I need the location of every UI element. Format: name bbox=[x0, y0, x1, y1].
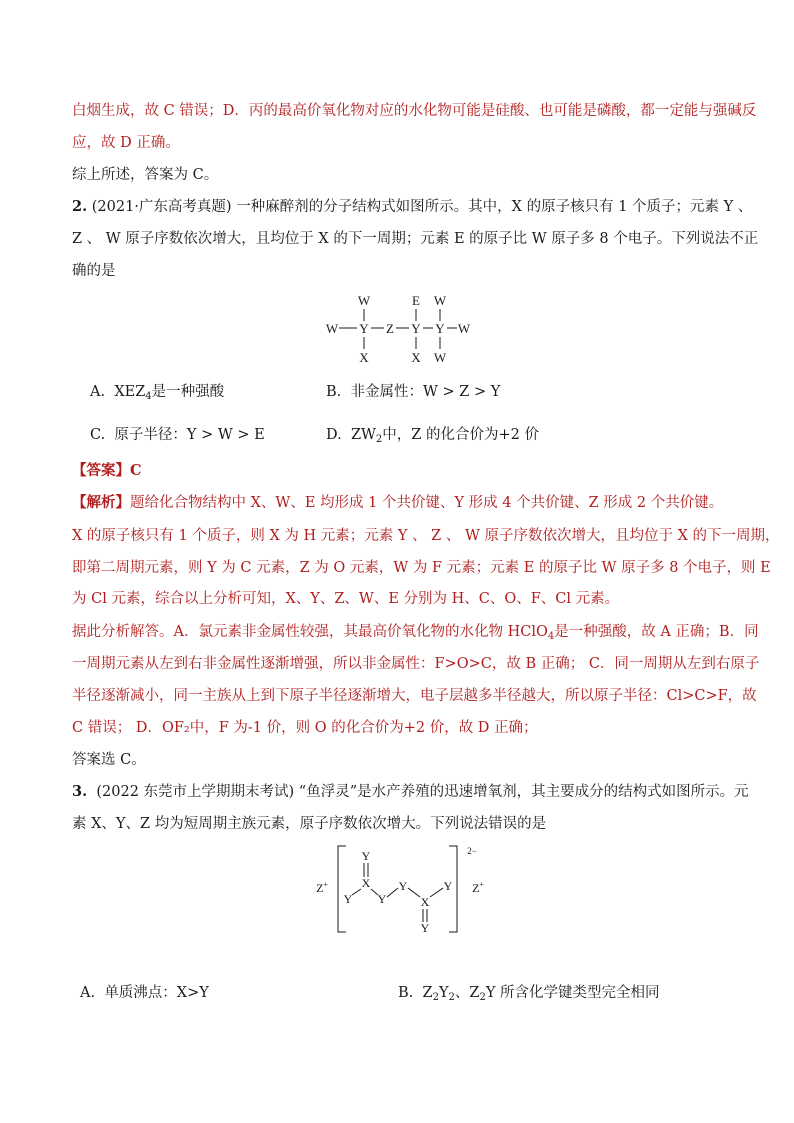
q2-atom: W bbox=[457, 321, 471, 336]
q3-bonds bbox=[352, 863, 443, 922]
q3-anion-charge: 2− bbox=[467, 846, 477, 856]
q2-analysis-line3: 即第二周期元素，则 Y 为 C 元素，Z 为 O 元素，W 为 F 元素；元素 E 的原子比 W 原子多 8 个电子，则 E bbox=[72, 560, 771, 576]
prev-summary: 综上所述，答案为 C。 bbox=[72, 167, 219, 183]
q3-atom: Y bbox=[443, 879, 453, 893]
q2-atom: Y bbox=[359, 321, 369, 336]
q2-analysis-line7: 半径逐渐减小，同一主族从上到下原子半径逐渐增大，电子层越多半径越大，所以原子半径：Cl>C>F，故 bbox=[72, 688, 757, 704]
q3-atom: X bbox=[361, 876, 371, 890]
q3-atom: X bbox=[420, 895, 430, 909]
q2-option-b[interactable]: B. 非金属性：W > Z > Y bbox=[326, 384, 501, 400]
q3-atom: Y bbox=[361, 849, 371, 863]
q2-stem-line2: Z 、 W 原子序数依次增大，且均位于 X 的下一周期；元素 E 的原子比 W 原子多 8 个电子。下列说法不正 bbox=[72, 231, 759, 247]
q2-atom: Y bbox=[411, 321, 421, 336]
q3-option-a[interactable]: A. 单质沸点：X>Y bbox=[80, 985, 209, 1001]
q2-answer: 【答案】C bbox=[72, 462, 142, 479]
q2-atom: W bbox=[433, 350, 447, 365]
q3-atom: Y bbox=[398, 879, 408, 893]
q3-option-b[interactable]: B. $Z_2Y_2$、$Z_2Y$ 所含化学键类型完全相同 bbox=[398, 985, 660, 1003]
q3-structure-diagram bbox=[306, 840, 496, 938]
q2-atom: Z bbox=[386, 321, 394, 336]
q3-atom: Y bbox=[420, 921, 430, 935]
q3-source: (2022 东莞市上学期期末考试) bbox=[96, 784, 295, 800]
q2-number: 2. bbox=[72, 198, 88, 215]
q2-atom: W bbox=[433, 293, 447, 308]
q3-stem-line1 bbox=[72, 782, 749, 802]
prev-explanation-line1: 白烟生成，故 C 错误；D．丙的最高价氧化物对应的水化物可能是硅酸、也可能是磷酸，都一定能与强碱反 bbox=[72, 103, 757, 119]
q2-stem-text1: 一种麻醉剂的分子结构式如图所示。其中，X 的原子核只有 1 个质子；元素 Y 、 bbox=[236, 199, 753, 215]
q3-atom: Y bbox=[343, 892, 353, 906]
q2-option-d[interactable]: D. $ZW_2$中，Z 的化合价为+2 价 bbox=[326, 427, 539, 445]
q3-atom-unused: Y bbox=[423, 849, 433, 863]
q2-analysis-line4: 为 Cl 元素，综合以上分析可知，X、Y、Z、W、E 分别为 H、C、O、F、Cl 元素。 bbox=[72, 591, 620, 607]
q2-structure-diagram bbox=[318, 288, 478, 368]
q2-analysis-line8: C 错误； D．OF₂中，F 为-1 价，则 O 的化合价为+2 价，故 D 正确； bbox=[72, 720, 538, 736]
q2-analysis-line6: 一周期元素从左到右非金属性逐渐增强，所以非金属性：F>O>C，故 B 正确； C．同一周期从左到右原子 bbox=[72, 656, 760, 672]
q3-cation-right: Z+ bbox=[472, 880, 484, 895]
q2-atom: X bbox=[359, 350, 369, 365]
q3-stem-line2: 素 X、Y、Z 均为短周期主族元素，原子序数依次增大。下列说法错误的是 bbox=[72, 816, 547, 832]
q2-analysis-line5: 据此分析解答。A．氯元素非金属性较强，其最高价氧化物的水化物 HClO$_4$是一种强酸，故 A 正确；B．同 bbox=[72, 624, 759, 642]
q2-atom: X bbox=[411, 350, 421, 365]
q3-number: 3. bbox=[72, 783, 88, 800]
q2-analysis-line2: X 的原子核只有 1 个质子，则 X 为 H 元素；元素 Y 、 Z 、 W 原子序数依次增大，且均位于 X 的下一周期， bbox=[72, 528, 780, 544]
q2-stem-line3: 确的是 bbox=[72, 263, 116, 279]
q2-stem-line1 bbox=[72, 197, 752, 217]
q3-atom: Y bbox=[377, 892, 387, 906]
q2-conclusion: 答案选 C。 bbox=[72, 752, 146, 768]
q3-stem-text1: “鱼浮灵”是水产养殖的迅速增氧剂，其主要成分的结构式如图所示。元 bbox=[298, 784, 749, 800]
q2-option-a[interactable]: A. $XEZ_4$是一种强酸 bbox=[90, 384, 225, 402]
q2-analysis-line1: 【解析】题给化合物结构中 X、W、E 均形成 1 个共价键、Y 形成 4 个共价键、Z 形成 2 个共价键。 bbox=[72, 494, 724, 511]
q2-atom: E bbox=[412, 293, 420, 308]
q2-atom: W bbox=[357, 293, 371, 308]
prev-explanation-line2: 应，故 D 正确。 bbox=[72, 135, 180, 151]
q2-source: (2021·广东高考真题) bbox=[91, 199, 232, 215]
q3-cation-left: Z+ bbox=[316, 880, 328, 895]
q2-option-c[interactable]: C. 原子半径：Y > W > E bbox=[90, 427, 265, 443]
q2-atom: Y bbox=[435, 321, 445, 336]
q2-atom: W bbox=[325, 321, 339, 336]
